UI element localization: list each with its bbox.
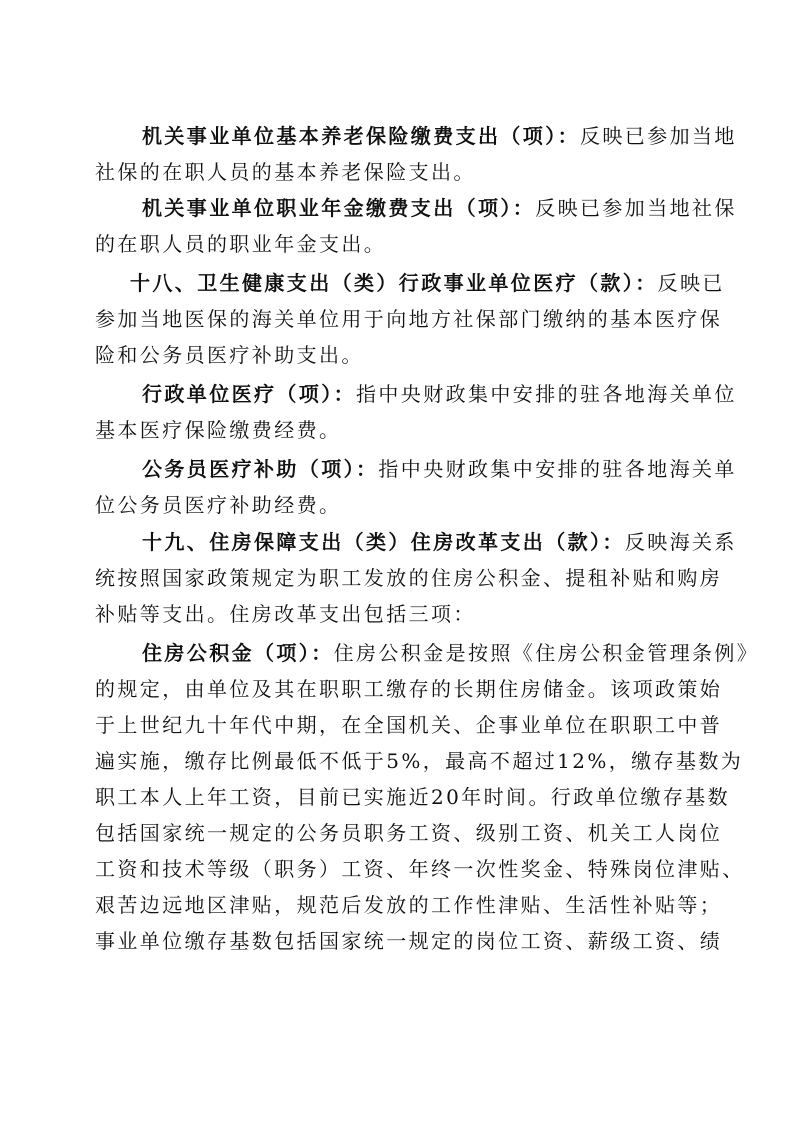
paragraph-6-line-2: 统按照国家政策规定为职工发放的住房公积金、提租补贴和购房 [95, 566, 723, 590]
paragraph-7-heading: 住房公积金（项）： [142, 641, 334, 665]
paragraph-6-heading: 十九、住房保障支出（类）住房改革支出（款）： [142, 530, 625, 554]
paragraph-7-line-2: 的规定，由单位及其在职职工缴存的长期住房储金。该项政策始 [95, 677, 723, 701]
paragraph-7-text: 住房公积金是按照《住房公积金管理条例》 [333, 641, 760, 665]
paragraph-3-line-2: 参加当地医保的海关单位用于向地方社保部门缴纳的基本医疗保 [95, 307, 723, 331]
paragraph-2-line-2: 的在职人员的职业年金支出。 [95, 232, 387, 256]
paragraph-3-line-1 [130, 271, 725, 295]
paragraph-5-line-2: 位公务员医疗补助经费。 [95, 493, 342, 517]
paragraph-6-line-3: 补贴等支出。住房改革支出包括三项： [95, 602, 476, 626]
paragraph-3-text: 反映已 [657, 271, 725, 295]
paragraph-1-text: 反映已参加当地 [580, 124, 737, 148]
paragraph-4-text: 指中央财政集中安排的驻各地海关单位 [356, 382, 737, 406]
paragraph-3-line-3: 险和公务员医疗补助支出。 [95, 343, 364, 367]
paragraph-2-heading: 机关事业单位职业年金缴费支出（项）： [142, 196, 536, 220]
paragraph-7-line-5: 职工本人上年工资，目前已实施近20年时间。行政单位缴存基数 [95, 785, 731, 809]
paragraph-7-line-6: 包括国家统一规定的公务员职务工资、级别工资、机关工人岗位 [95, 821, 723, 845]
paragraph-6-text: 反映海关系 [624, 530, 737, 554]
paragraph-5-heading: 公务员医疗补助（项）： [142, 457, 379, 481]
paragraph-4-line-1 [142, 382, 737, 406]
paragraph-2-text: 反映已参加当地社保 [535, 196, 737, 220]
paragraph-4-line-2: 基本医疗保险缴费经费。 [95, 418, 342, 442]
paragraph-7-line-7: 工资和技术等级（职务）工资、年终一次性奖金、特殊岗位津贴、 [95, 857, 745, 881]
paragraph-7-line-3: 于上世纪九十年代中期，在全国机关、企事业单位在职职工中普 [95, 713, 723, 737]
paragraph-5-line-1 [142, 457, 737, 481]
paragraph-4-heading: 行政单位医疗（项）： [142, 382, 356, 406]
paragraph-1-heading: 机关事业单位基本养老保险缴费支出（项）： [142, 124, 580, 148]
paragraph-6-line-1 [142, 530, 737, 554]
paragraph-7-line-9: 事业单位缴存基数包括国家统一规定的岗位工资、薪级工资、绩 [95, 929, 723, 953]
paragraph-1-line-1 [142, 124, 737, 148]
paragraph-7-line-1 [142, 641, 759, 665]
paragraph-7-line-8: 艰苦边远地区津贴，规范后发放的工作性津贴、生活性补贴等； [95, 893, 723, 917]
paragraph-3-heading: 十八、卫生健康支出（类）行政事业单位医疗（款）： [130, 271, 658, 295]
paragraph-1-line-2: 社保的在职人员的基本养老保险支出。 [95, 160, 476, 184]
paragraph-2-line-1 [142, 196, 737, 220]
paragraph-7-line-4: 遍实施，缴存比例最低不低于5%，最高不超过12%，缴存基数为 [95, 749, 744, 773]
paragraph-5-text: 指中央财政集中安排的驻各地海关单 [378, 457, 737, 481]
